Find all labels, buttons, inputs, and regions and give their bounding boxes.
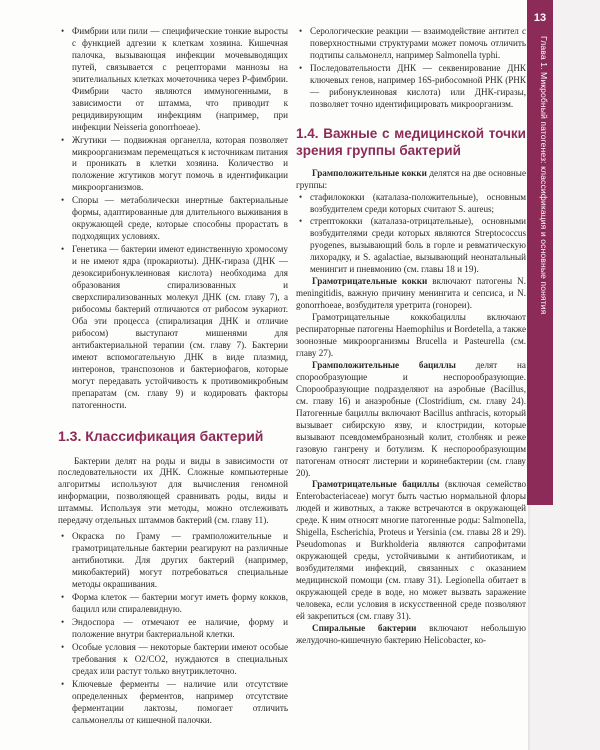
- list-item: • Последовательности ДНК — секвенирование ДНК ключевых генов, например 16S-рибосомной РНК (РНК — рибонуклеиновая кислота) или ДНК-гиразы, позволяет точно идентифицировать микроорганизм.: [296, 63, 526, 111]
- list-item: • стрептококки (каталаза-отрицательные), основными возбудителями среди которых являются Streptococcus pyogenes, вызывающий боль в горле и ревматическую лихорадку, и S. agalactiae, вызывающий неонатальный менингит и пневмонию (см. главы 18 и 19).: [296, 216, 526, 276]
- paragraph: Грамположительные бациллы делят на спорообразующие и неспорообразующие. Спорообразующие подразделяют на аэробные (Bacillus, см. главу 16) и анаэробные (Clostridium, см. главу 24). Патогенные бациллы включают Bacillus anthracis, который вызывает сибирскую язву, и клостридии, которые вызывают псевдомембранозный колит, столбняк и реже газовую гангрену и ботулизм. К неспорообразующим патогенам относят листерии и коринебактерии (см. главу 20).: [296, 359, 526, 478]
- section-heading-classification: 1.3. Классификация бактерий: [58, 427, 264, 444]
- paragraph: Грамотрицательные кокки включают патогены N. meningitidis, важную причину менингита и сепсиса, и N. gonorrhoeae, возбудителя уретрита (гонореи).: [296, 276, 526, 311]
- paragraph: Грамположительные кокки делятся на две основные группы:: [296, 167, 526, 190]
- left-column: [58, 26, 288, 726]
- list-item: • Жгутики — подвижная органелла, которая позволяет микроорганизмам перемещаться к источникам питания и проникать в клетки хозяина. Количество и положение жгутиков могут помочь в идентификации микроорганизмов.: [58, 135, 288, 195]
- paragraph: Грамотрицательные коккобациллы включают респираторные патогены Haemophilus и Bordetella, а также зоонозные микроорганизмы Brucella и Pasteurella (см. главу 27).: [296, 312, 526, 358]
- chapter-running-title: Глава 1. Микробный патогенез: классификация и основные понятия: [539, 36, 549, 315]
- list-item: • Ключевые ферменты — наличие или отсутствие определенных ферментов, например отсутствие ферментации лактозы, помогает отличить сальмонеллы от кишечной палочки.: [58, 679, 288, 727]
- section-heading-medical-groups: 1.4. Важные с медицинской точки зрения группы бактерий: [296, 125, 526, 158]
- list-item: • Эндоспора — отмечают ее наличие, форму и положение внутри бактериальной клетки.: [58, 617, 288, 641]
- page-number: 13: [533, 12, 547, 24]
- list-item: • Форма клеток — бактерии могут иметь форму кокков, бацилл или спиралевидную.: [58, 592, 288, 616]
- paragraph: Спиральные бактерии включают небольшую желудочно-кишечную бактерию Helicobacter, ко-: [296, 622, 526, 645]
- list-item: • Генетика — бактерии имеют единственную хромосому и не имеют ядра (прокариоты). ДНК-гираза (ДНК — дезоксирибонуклеиновая кислота) необходима для образования спирализованных и сверхспирализованных молекул ДНК (см. главу 7), а рибосомы бактерий отличаются от рибосом эукариот. Оба эти процесса (спирализация ДНК и отличие рибосом) выступают мишенями для антибактериальной терапии (см. главу 7). Бактерии имеют вспомогательную ДНК в виде плазмид, интеронов, транспозонов и бактериофагов, которые могут передавать устойчивость к противомикробным препаратам (см. главу 9) и кодировать факторы патогенности.: [58, 244, 288, 411]
- list-item: • Споры — метаболически инертные бактериальные формы, адаптированные для длительного выживания в окружающей среде, которые способны прорастать в подходящих условиях.: [58, 195, 288, 243]
- list-item: • Окраска по Граму — грамположительные и грамотрицательные бактерии реагируют на различные антибиотики. Для других бактерий (например, микобактерий) могут потребоваться специальные методы окрашивания.: [58, 531, 288, 591]
- list-item: • стафилококки (каталаза-положительные), основным возбудителем среди которых считают S. aureus;: [296, 192, 526, 216]
- list-item: • Особые условия — некоторые бактерии имеют особые требования к O2/CO2, нуждаются в специальных средах или растут только внутриклеточно.: [58, 642, 288, 678]
- list-item: • Фимбрии или пили — специфические тонкие выросты с функцией адгезии к клеткам хозяина. Кишечная палочка, вызывающая инфекции мочевыводящих путей, связывается с рецепторами маннозы на эпителиальных клетках мочеточника через P-фимбрии. Фимбрии часто являются иммуногенными, в зависимости от штамма, что приводит к рецидивирующим инфекциям (например, при инфекции Neisseria gonorrhoeae).: [58, 26, 288, 134]
- paragraph: Бактерии делят на роды и виды в зависимости от последовательности их ДНК. Сложные компьютерные алгоритмы используют для вычисления геномной информации, позволяющей сравнивать роды, виды и штаммы. Используя эти методы, можно отслеживать передачу отдельных штаммов бактерий (см. главу 11).: [58, 455, 288, 526]
- paragraph: Грамотрицательные бациллы (включая семейство Enterobacteriaceae) могут быть частью нормальной флоры людей и животных, а также встречаются в окружающей среде. К ним относят многие патогенные роды: Salmonella, Shigella, Escherichia, Proteus и Yersinia (см. главы 28 и 29). Pseudomonas и Burkholderia являются сапрофитами окружающей среды, устойчивыми к антибиотикам, и возбудителями инфекций, связанных с оказанием медицинской помощи (см. главу 31). Legionella обитает в окружающей среде в воде, но может вызвать заражение человека, если условия в искусственной среде позволяют ей закрепиться (см. главу 31).: [296, 479, 527, 621]
- list-item: • Серологические реакции — взаимодействие антител с поверхностными структурами может помочь отличить подтипы сальмонелл, например Salmonella typhi.: [296, 26, 526, 62]
- right-column: [296, 26, 526, 647]
